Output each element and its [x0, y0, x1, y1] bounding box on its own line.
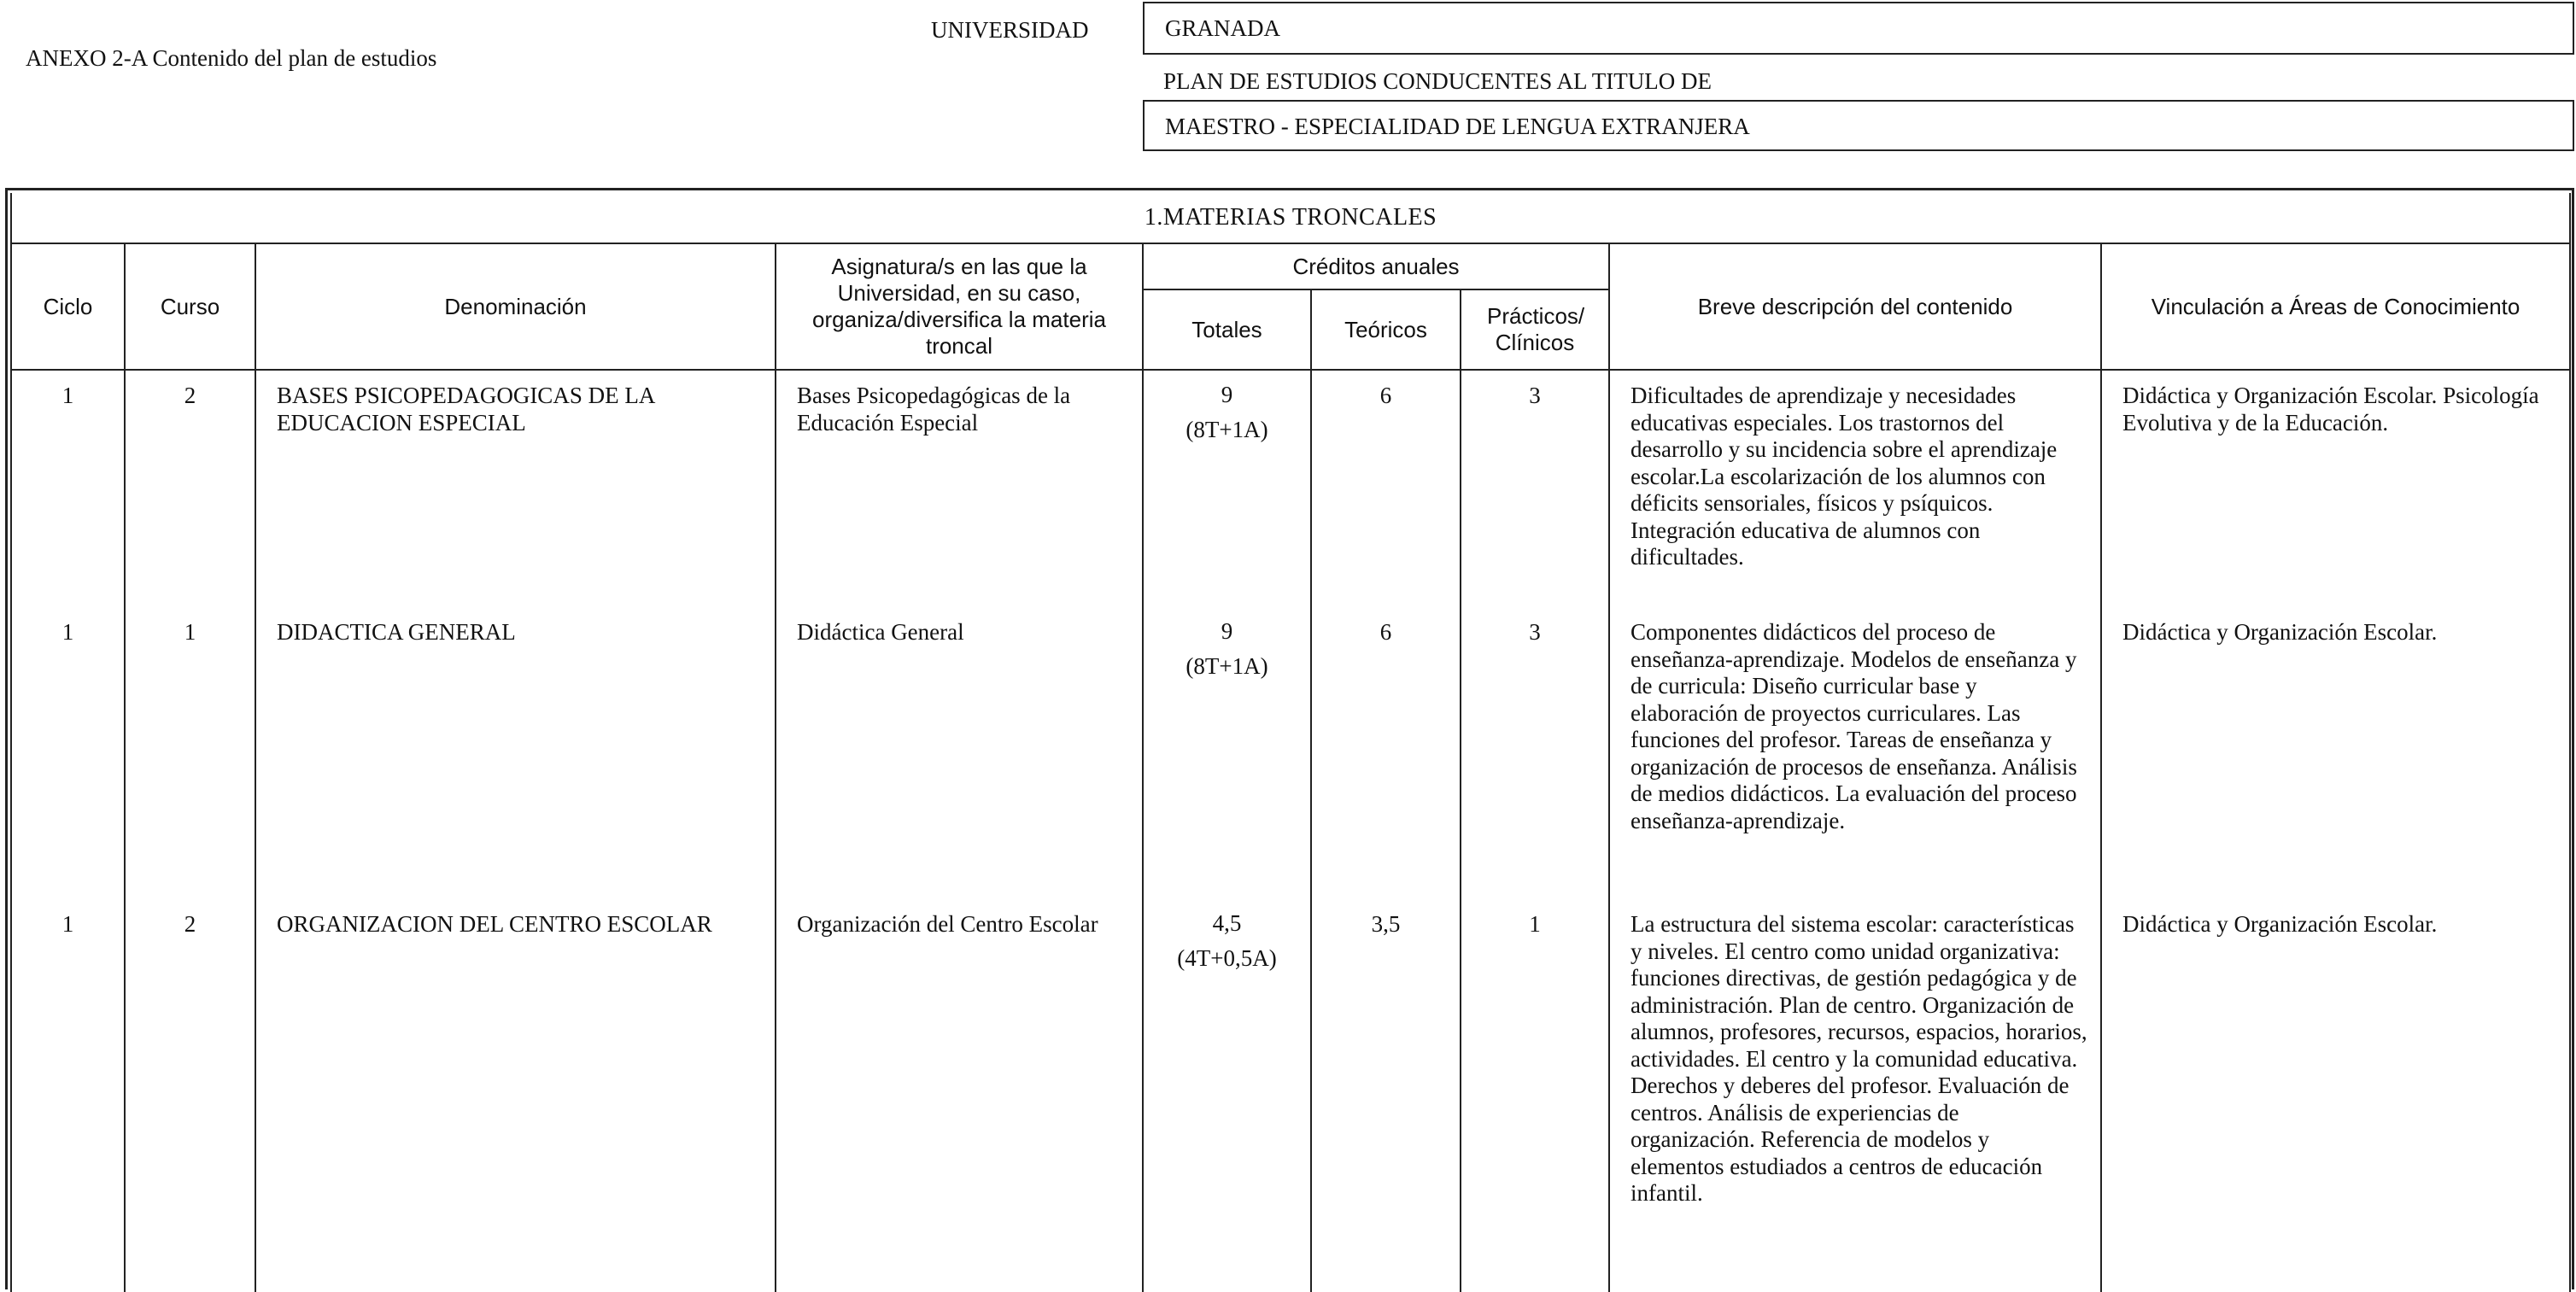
totales-value: 9 — [1221, 382, 1233, 407]
totales-detail: (8T+1A) — [1186, 417, 1268, 442]
table-row — [11, 899, 2570, 1292]
section-title: 1.MATERIAS TRONCALES — [11, 193, 2570, 243]
row-ciclo: 1 — [11, 607, 125, 899]
row-denominacion: BASES PSICOPEDAGOGICAS DE LA EDUCACION ESPECIAL — [255, 370, 776, 607]
university-field — [1143, 2, 2574, 55]
col-totales: Totales — [1143, 289, 1311, 370]
materias-table — [10, 193, 2571, 1292]
row-vinculacion: Didáctica y Organización Escolar. Psicología Evolutiva y de la Educación. — [2101, 370, 2570, 607]
col-practicos: Prácticos/ Clínicos — [1461, 289, 1609, 370]
col-descripcion: Breve descripción del contenido — [1609, 243, 2101, 370]
totales-value: 9 — [1221, 618, 1233, 644]
plan-label: PLAN DE ESTUDIOS CONDUCENTES AL TITULO DE — [1163, 68, 1712, 94]
row-asignatura: Didáctica General — [776, 607, 1143, 899]
col-teoricos: Teóricos — [1311, 289, 1461, 370]
row-denominacion: ORGANIZACION DEL CENTRO ESCOLAR — [255, 899, 776, 1292]
table-row — [11, 607, 2570, 899]
row-vinculacion: Didáctica y Organización Escolar. — [2101, 607, 2570, 899]
university-label: UNIVERSIDAD — [931, 17, 1089, 43]
row-ciclo: 1 — [11, 899, 125, 1292]
row-vinculacion: Didáctica y Organización Escolar. — [2101, 899, 2570, 1292]
row-asignatura: Organización del Centro Escolar — [776, 899, 1143, 1292]
row-practicos: 1 — [1461, 899, 1609, 1292]
row-asignatura: Bases Psicopedagógicas de la Educación Especial — [776, 370, 1143, 607]
row-descripcion: Componentes didácticos del proceso de enseñanza-aprendizaje. Modelos de enseñanza y de curricula: Diseño curricular base y elaboración de proyectos curriculares. Las funciones del profesor. Tareas de enseñanza y organización de procesos de enseñanza. Análisis de medios didácticos. La evaluación del proceso enseñanza-aprendizaje. — [1609, 607, 2101, 899]
row-descripcion: Dificultades de aprendizaje y necesidades educativas especiales. Los trastornos del desarrollo y su incidencia sobre el aprendizaje escolar.La escolarización de los alumnos con déficits sensoriales, físicos y psíquicos. Integración educativa de alumnos con dificultades. — [1609, 370, 2101, 607]
row-curso: 1 — [125, 607, 255, 899]
row-totales — [1143, 899, 1311, 1292]
totales-detail: (4T+0,5A) — [1177, 945, 1277, 971]
row-curso: 2 — [125, 370, 255, 607]
col-curso: Curso — [125, 243, 255, 370]
row-teoricos: 3,5 — [1311, 899, 1461, 1292]
row-totales — [1143, 607, 1311, 899]
university-value: GRANADA — [1165, 15, 1280, 41]
row-denominacion: DIDACTICA GENERAL — [255, 607, 776, 899]
col-asignatura: Asignatura/s en las que la Universidad, en su caso, organiza/diversifica la materia troncal — [776, 243, 1143, 370]
row-practicos: 3 — [1461, 370, 1609, 607]
row-curso: 2 — [125, 899, 255, 1292]
col-denominacion: Denominación — [255, 243, 776, 370]
totales-detail: (8T+1A) — [1186, 653, 1268, 679]
row-teoricos: 6 — [1311, 607, 1461, 899]
row-totales — [1143, 370, 1311, 607]
row-teoricos: 6 — [1311, 370, 1461, 607]
row-practicos: 3 — [1461, 607, 1609, 899]
col-vinculacion: Vinculación a Áreas de Conocimiento — [2101, 243, 2570, 370]
row-ciclo: 1 — [11, 370, 125, 607]
col-creditos: Créditos anuales — [1143, 243, 1609, 289]
table-row — [11, 370, 2570, 607]
degree-field — [1143, 100, 2574, 151]
col-ciclo: Ciclo — [11, 243, 125, 370]
totales-value: 4,5 — [1212, 910, 1242, 936]
degree-value: MAESTRO - ESPECIALIDAD DE LENGUA EXTRANJERA — [1165, 114, 1750, 139]
annex-label: ANEXO 2-A Contenido del plan de estudios — [26, 45, 437, 71]
row-descripcion: La estructura del sistema escolar: características y niveles. El centro como unidad organizativa: funciones directivas, de gestión pedagógica y de administración. Plan de centro. Organización de alumnos, profesores, recursos, espacios, horarios, actividades. El centro y la comunidad educativa. Derechos y deberes del profesor. Evaluación de centros. Análisis de experiencias de organización. Referencia de modelos y elementos estudiados a centros de educación infantil. — [1609, 899, 2101, 1292]
